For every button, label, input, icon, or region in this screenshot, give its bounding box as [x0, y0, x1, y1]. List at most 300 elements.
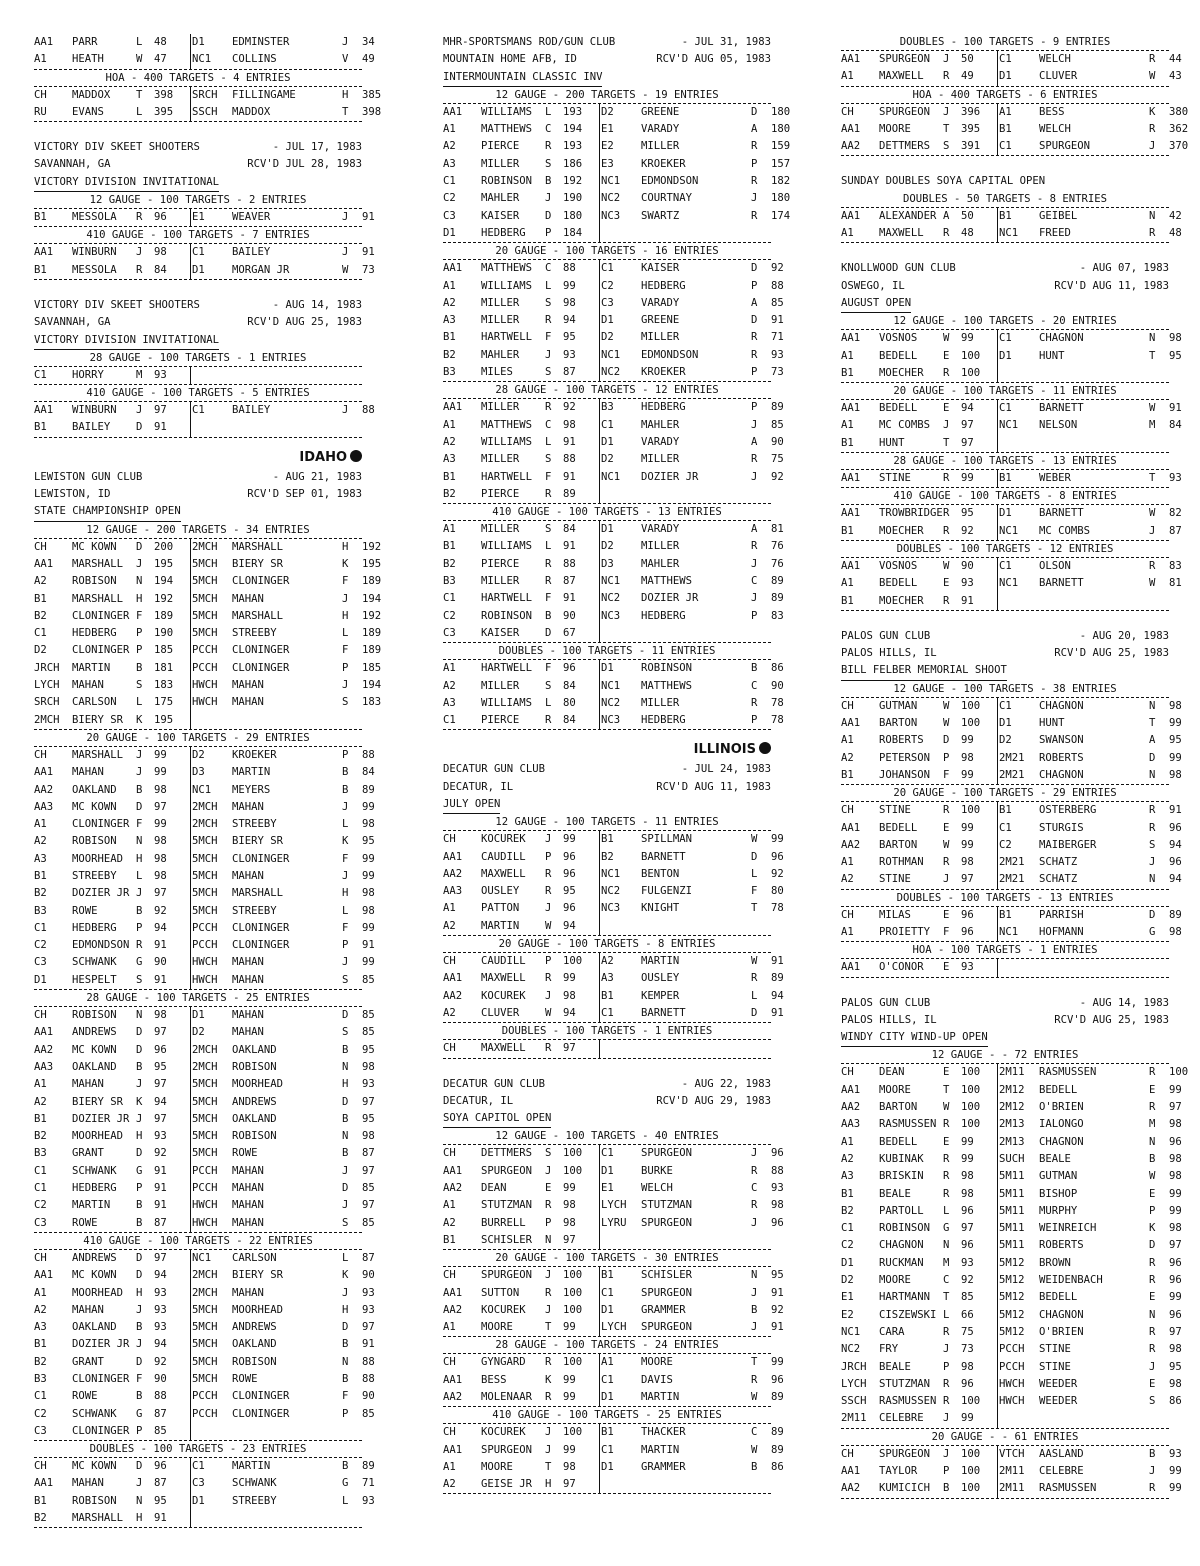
- result-row: [841, 959, 1169, 977]
- shooter-name: MAXWELL: [481, 867, 526, 880]
- shooter-initial: T: [545, 1460, 552, 1473]
- result-row: [34, 419, 362, 437]
- class-code: B1: [841, 436, 854, 449]
- shooter-name: MAHLER: [481, 192, 520, 205]
- class-code: [999, 1410, 1039, 1427]
- club-line: [841, 995, 1169, 1012]
- location-line: [841, 278, 1169, 295]
- shooter-name: GRANT: [72, 1355, 104, 1368]
- location-line: [841, 645, 1169, 662]
- shooter-initial: G: [342, 1477, 349, 1490]
- shooter-name: O'BRIEN: [1039, 1101, 1084, 1114]
- shooter-initial: E: [1149, 1083, 1156, 1096]
- shooter-name: CLONINGER: [232, 939, 290, 952]
- class-code: 2M21: [999, 751, 1025, 764]
- score: 100: [961, 804, 981, 817]
- class-code: A2: [841, 1152, 854, 1165]
- class-code: HWCH: [192, 696, 218, 709]
- shooter-initial: F: [136, 609, 143, 622]
- shooter-initial: T: [751, 1356, 758, 1369]
- shooter-name: MAHAN: [232, 1009, 264, 1022]
- class-code: C1: [999, 53, 1012, 65]
- shooter-name: CARLSON: [232, 1251, 277, 1264]
- result-row: AA1 PARR L 48 D1 EDMINSTER J 34: [34, 34, 362, 51]
- class-code: AA1: [841, 1465, 861, 1477]
- shooter-initial: [751, 1232, 771, 1249]
- event-subheading: 12 GAUGE - 100 TARGETS - 40 ENTRIES: [443, 1128, 771, 1145]
- score: 93: [961, 1256, 974, 1269]
- score: 193: [563, 140, 583, 153]
- shooter-initial: C: [545, 123, 552, 136]
- class-code: B2: [34, 1512, 47, 1525]
- result-row: AA2 MOLENAAR R 99 D1 MARTIN W 89: [443, 1389, 771, 1407]
- shooter-name: KAISER: [481, 209, 520, 222]
- shooter-initial: D: [1149, 1239, 1156, 1252]
- state-name: ILLINOIS: [693, 742, 756, 758]
- shooter-name: ROWE: [232, 1147, 258, 1160]
- shooter-name: SCHWANK: [72, 1407, 117, 1420]
- shooter-initial: P: [751, 609, 758, 622]
- shooter-name: SPURGEON: [879, 53, 931, 65]
- shooter-initial: B: [342, 1373, 349, 1385]
- shooter-initial: J: [136, 1078, 143, 1091]
- shooter-initial: S: [136, 679, 143, 692]
- shooter-name: ROWE: [72, 1216, 98, 1229]
- score: 96: [154, 1460, 167, 1473]
- shooter-name: WEEDER: [1039, 1395, 1078, 1408]
- class-code: D2: [34, 644, 47, 657]
- class-code: PCCH: [192, 1182, 218, 1195]
- shooter-initial: J: [751, 1147, 758, 1160]
- shooter-name: DOZIER JR: [72, 1338, 130, 1351]
- class-code: 2M11: [999, 1066, 1025, 1079]
- shooter-initial: H: [136, 1286, 143, 1299]
- shooter-initial: R: [943, 1170, 950, 1183]
- shooter-name: OUSLEY: [481, 885, 520, 898]
- shooter-initial: P: [136, 1424, 143, 1437]
- shooter-initial: J: [545, 902, 552, 915]
- class-code: C1: [34, 1182, 47, 1195]
- shooter-name: BRISKIN: [879, 1170, 924, 1183]
- shooter-name: SPURGEON: [641, 1286, 693, 1299]
- shooter-name: ROWE: [232, 1373, 258, 1385]
- shooter-name: MOORHEAD: [232, 1303, 284, 1316]
- class-code: C1: [999, 699, 1012, 712]
- shooter-name: HARTMANN: [879, 1291, 931, 1304]
- shooter-name: KAISER: [641, 262, 680, 275]
- shooter-initial: B: [136, 1216, 143, 1229]
- club-city: DECATUR, IL: [443, 780, 514, 793]
- shooter-initial: [751, 1040, 771, 1057]
- shooter-initial: C: [751, 1182, 758, 1195]
- shooter-initial: C: [751, 679, 758, 692]
- shooter-initial: S: [545, 366, 552, 379]
- shooter-initial: T: [751, 902, 758, 915]
- shooter-name: SPURGEON: [481, 1164, 533, 1177]
- class-code: LYCH: [841, 1377, 867, 1390]
- class-code: C1: [34, 1390, 47, 1403]
- event-subheading: 12 GAUGE - 200 TARGETS - 19 ENTRIES: [443, 87, 771, 104]
- score: 100: [563, 1303, 583, 1316]
- class-code: AA1: [841, 559, 861, 572]
- club-line: [443, 761, 771, 778]
- club-line: [34, 139, 362, 156]
- club-block: [34, 469, 382, 1529]
- result-row: B3 GRANT D 92 5MCH ROWE B 87: [34, 1145, 362, 1162]
- shooter-name: CLONINGER: [232, 921, 290, 934]
- shooter-initial: H: [342, 540, 349, 553]
- shooter-initial: L: [943, 1204, 950, 1217]
- shooter-name: ROBISON: [72, 1009, 117, 1022]
- class-code: D2: [601, 453, 614, 466]
- result-row: A1 PROIETTY F 96 NC1 HOFMANN G 98: [841, 924, 1169, 942]
- shooter-name: BAILEY: [232, 246, 271, 259]
- score: 98: [154, 246, 167, 259]
- shooter-initial: B: [751, 662, 758, 675]
- class-code: AA1: [443, 105, 463, 118]
- class-code: CH: [34, 540, 47, 553]
- event-subheading: 20 GAUGE - 100 TARGETS - 8 ENTRIES: [443, 936, 771, 953]
- bullet-icon: [759, 742, 771, 754]
- shooter-name: STINE: [879, 873, 911, 886]
- class-code: B1: [841, 366, 854, 379]
- shooter-initial: P: [751, 366, 758, 379]
- shooter-initial: J: [342, 404, 349, 417]
- result-row: AA2 MAXWELL R 96 NC1 BENTON L 92: [443, 866, 771, 883]
- shooter-initial: L: [136, 36, 143, 48]
- result-row: A2 MILLER S 98 C3 VARADY A 85: [443, 295, 771, 312]
- shooter-initial: E: [545, 1182, 552, 1195]
- shooter-name: WILLIAMS: [481, 105, 533, 118]
- shooter-name: MILLER: [641, 453, 680, 466]
- shooter-initial: L: [136, 869, 143, 882]
- shooter-initial: J: [342, 869, 349, 882]
- shooter-initial: D: [136, 1355, 143, 1368]
- club-line: [443, 34, 771, 51]
- class-code: 2M13: [999, 1135, 1025, 1148]
- shooter-initial: J: [136, 766, 143, 779]
- result-row: E2 CISZEWSKI L 66 5M12 CHAGNON N 96: [841, 1307, 1169, 1324]
- class-code: E2: [601, 140, 614, 153]
- score: 84: [563, 523, 576, 536]
- shooter-initial: D: [545, 209, 552, 222]
- class-code: A1: [841, 227, 854, 240]
- shooter-name: MAHAN: [232, 973, 264, 986]
- shooter-name: FULGENZI: [641, 885, 693, 898]
- result-row: CH STINE R 100 B1 OSTERBERG R 91: [841, 802, 1169, 819]
- shooter-initial: R: [136, 263, 143, 276]
- class-code: 5MCH: [192, 1112, 218, 1125]
- shooter-initial: R: [943, 1395, 950, 1408]
- result-row: B2 DOZIER JR J 97 5MCH MARSHALL H 98: [34, 885, 362, 902]
- shooter-name: HEDBERG: [72, 1182, 117, 1195]
- event-subheading: HOA - 400 TARGETS - 4 ENTRIES: [34, 70, 362, 87]
- class-code: C1: [601, 262, 614, 275]
- score: 94: [961, 402, 974, 415]
- shooter-name: STINE: [1039, 1360, 1071, 1373]
- club-city: OSWEGO, IL: [841, 279, 905, 292]
- shooter-name: PROIETTY: [879, 925, 931, 938]
- shooter-initial: W: [751, 1391, 758, 1403]
- shooter-initial: L: [751, 989, 758, 1002]
- result-row: C1 HEDBERG P 94 PCCH CLONINGER F 99: [34, 920, 362, 937]
- class-code: C2: [443, 192, 456, 205]
- class-code: [192, 1423, 232, 1440]
- club-line: [34, 469, 362, 486]
- shooter-name: BROWN: [1039, 1256, 1071, 1269]
- shooter-name: KOCUREK: [481, 833, 526, 846]
- score: 84: [563, 679, 576, 692]
- score: 90: [563, 609, 576, 622]
- shooter-initial: J: [1149, 856, 1156, 869]
- result-row: [841, 593, 1169, 611]
- shooter-initial: R: [943, 472, 950, 485]
- shooter-name: SPILLMAN: [641, 833, 693, 846]
- shooter-name: BENTON: [641, 867, 680, 880]
- result-row: A3 OAKLAND B 93 5MCH ANDREWS D 97: [34, 1319, 362, 1336]
- result-row: AA1 ALEXANDER A 50 B1 GEIBEL N 42: [841, 208, 1169, 225]
- shooter-initial: R: [1149, 122, 1156, 135]
- shooter-name: KUBINAK: [879, 1152, 924, 1165]
- result-row: A1 MOORHEAD H 93 2MCH MAHAN J 93: [34, 1285, 362, 1302]
- class-code: A1: [841, 419, 854, 432]
- class-code: B1: [999, 122, 1012, 135]
- class-code: C1: [841, 1222, 854, 1235]
- class-code: 5MCH: [192, 887, 218, 900]
- score: 98: [563, 989, 576, 1002]
- score: 95: [563, 885, 576, 898]
- shooter-name: MAHAN: [232, 1182, 264, 1195]
- shooter-initial: N: [1149, 699, 1156, 712]
- club-name: LEWISTON GUN CLUB: [34, 470, 143, 483]
- shooter-name: GRANT: [72, 1147, 104, 1160]
- shooter-name: KEMPER: [641, 989, 680, 1002]
- class-code: 5MCH: [192, 1373, 218, 1385]
- score: 100: [961, 1118, 981, 1131]
- class-code: 5MCH: [192, 592, 218, 605]
- shooter-name: HOFMANN: [1039, 925, 1084, 938]
- shooter-name: RASMUSSEN: [879, 1395, 937, 1408]
- shooter-name: ROBINSON: [481, 609, 533, 622]
- class-code: B2: [34, 1355, 47, 1368]
- shooter-initial: J: [342, 1164, 349, 1177]
- class-code: B1: [34, 211, 47, 224]
- shooter-initial: E: [1149, 1291, 1156, 1304]
- shooter-initial: P: [136, 1182, 143, 1195]
- class-code: [192, 367, 232, 384]
- shooter-name: STINE: [879, 472, 911, 485]
- received-date: RCV'D AUG 25, 1983: [247, 316, 362, 329]
- result-row: A3 MILLER S 186 E3 KROEKER P 157: [443, 156, 771, 173]
- result-row: AA2 KOCUREK J 100 D1 GRAMMER B 92: [443, 1302, 771, 1319]
- shooter-name: SPURGEON: [481, 1443, 533, 1456]
- result-row: B1 MESSOLA R 96 E1 WEAVER J 91: [34, 209, 362, 227]
- result-row: D2 CLONINGER P 185 PCCH CLONINGER F 189: [34, 642, 362, 659]
- shooter-initial: B: [751, 1303, 758, 1316]
- shooter-initial: N: [751, 1269, 758, 1282]
- shooter-name: MILLER: [481, 401, 520, 414]
- shooter-name: DAVIS: [641, 1373, 673, 1386]
- score: 94: [154, 1338, 167, 1351]
- event-subheading: 12 GAUGE - 200 TARGETS - 34 ENTRIES: [34, 522, 362, 539]
- result-row: AA1 MAXWELL R 99 A3 OUSLEY R 89: [443, 970, 771, 987]
- shooter-initial: N: [342, 1060, 349, 1073]
- shooter-initial: [751, 918, 771, 935]
- class-code: 5MCH: [192, 1147, 218, 1160]
- class-code: 5MCH: [192, 904, 218, 917]
- shooter-name: CLONINGER: [232, 644, 290, 657]
- score: 190: [154, 627, 174, 640]
- event-subheading: 12 GAUGE - 100 TARGETS - 2 ENTRIES: [34, 192, 362, 209]
- result-row: AA3 OUSLEY R 95 NC2 FULGENZI F 80: [443, 883, 771, 900]
- shooter-name: MILLER: [481, 523, 520, 536]
- class-code: A2: [443, 435, 456, 448]
- shooter-name: MILLER: [481, 157, 520, 170]
- score: 95: [563, 331, 576, 344]
- shooter-name: ROBISON: [232, 1060, 277, 1073]
- class-code: B1: [443, 1233, 456, 1246]
- result-row: C1 SCHWANK G 91 PCCH MAHAN J 97: [34, 1163, 362, 1180]
- shooter-initial: R: [943, 594, 950, 607]
- club-name: DECATUR GUN CLUB: [443, 763, 546, 776]
- result-row: B3 MILES S 87 NC2 KROEKER P 73: [443, 364, 771, 382]
- shooter-initial: W: [943, 838, 950, 851]
- shooter-name: EDMINSTER: [232, 36, 290, 48]
- shooter-initial: N: [136, 1494, 143, 1507]
- class-code: AA3: [841, 1118, 861, 1131]
- shooter-name: BAILEY: [232, 404, 271, 417]
- shooter-name: MAHAN: [72, 1078, 104, 1091]
- class-code: B2: [443, 348, 456, 361]
- class-code: A3: [443, 157, 456, 170]
- shooter-initial: W: [1149, 577, 1156, 590]
- shooter-initial: L: [342, 1251, 349, 1264]
- class-code: A2: [443, 1006, 456, 1019]
- shooter-name: DOZIER JR: [641, 470, 699, 483]
- shooter-name: SPURGEON: [481, 1269, 533, 1282]
- shooter-initial: A: [751, 123, 758, 136]
- result-row: A3 MILLER S 88 D2 MILLER R 75: [443, 451, 771, 468]
- result-row: [443, 1476, 771, 1494]
- shooter-name: MC KOWN: [72, 1269, 117, 1282]
- shooter-initial: [342, 1510, 362, 1527]
- result-row: B1 MESSOLA R 84 D1 MORGAN JR W 73: [34, 262, 362, 280]
- shooter-initial: P: [1149, 1204, 1156, 1217]
- shooter-name: OAKLAND: [72, 1321, 117, 1334]
- shooter-name: BARNETT: [641, 1006, 686, 1019]
- class-code: HWCH: [999, 1377, 1025, 1390]
- class-code: NC1: [999, 419, 1019, 432]
- shooter-name: [232, 367, 342, 384]
- shooter-name: MOECHER: [879, 366, 924, 379]
- result-row: B2 CLONINGER F 189 5MCH MARSHALL H 192: [34, 608, 362, 625]
- class-code: B1: [841, 524, 854, 537]
- result-row: D1 HESPELT S 91 HWCH MAHAN S 85: [34, 972, 362, 990]
- class-code: A1: [443, 1321, 456, 1334]
- class-code: C1: [601, 1443, 614, 1456]
- score: 99: [563, 1321, 576, 1334]
- result-row: AA1 SUTTON R 100 C1 SPURGEON J 91: [443, 1285, 771, 1302]
- result-row: A2 PETERSON P 98 2M21 ROBERTS D 99: [841, 750, 1169, 767]
- shooter-initial: D: [136, 1147, 143, 1160]
- result-row: A1 MILLER S 84 D1 VARADY A 81: [443, 521, 771, 538]
- shooter-name: [232, 1510, 342, 1527]
- class-code: B3: [34, 904, 47, 917]
- result-row: A1 MOORE T 98 D1 GRAMMER B 86: [443, 1459, 771, 1476]
- shooter-initial: R: [751, 1373, 758, 1386]
- shooter-initial: L: [751, 867, 758, 880]
- shooter-initial: L: [943, 1308, 950, 1321]
- result-row: [443, 918, 771, 936]
- event-line: [443, 796, 771, 814]
- class-code: D2: [999, 734, 1012, 747]
- shooter-name: ROTHMAN: [879, 856, 924, 869]
- received-date: RCV'D AUG 11, 1983: [656, 780, 771, 793]
- club-city: PALOS HILLS, IL: [841, 647, 937, 660]
- class-code: A2: [601, 955, 614, 968]
- score: 100: [961, 1447, 981, 1460]
- class-code: 2M12: [999, 1083, 1025, 1096]
- score: 98: [563, 296, 576, 309]
- score: 97: [154, 887, 167, 900]
- class-code: E1: [601, 1182, 614, 1195]
- event-subheading: 12 GAUGE - 100 TARGETS - 38 ENTRIES: [841, 681, 1169, 698]
- shooter-name: MILLER: [641, 696, 680, 709]
- shooter-name: GUTMAN: [879, 699, 918, 712]
- shooter-name: ROBINSON: [481, 175, 533, 188]
- class-code: [601, 1232, 641, 1249]
- score: 97: [961, 436, 974, 449]
- class-code: CH: [34, 1251, 47, 1264]
- shooter-initial: R: [751, 331, 758, 344]
- score: 93: [154, 1321, 167, 1334]
- shooter-initial: R: [751, 209, 758, 222]
- result-row: C2 CHAGNON N 96 5M11 ROBERTS D 97: [841, 1237, 1169, 1254]
- shooter-initial: J: [545, 1443, 552, 1456]
- class-code: B1: [999, 209, 1012, 222]
- score: 100: [961, 366, 981, 379]
- shooter-initial: A: [751, 523, 758, 536]
- class-code: B3: [34, 1373, 47, 1385]
- score: 99: [154, 748, 167, 761]
- class-code: B1: [601, 989, 614, 1002]
- shooter-initial: B: [342, 1338, 349, 1351]
- class-code: PCCH: [999, 1343, 1025, 1356]
- shooter-name: ALEXANDER: [879, 209, 937, 222]
- shooter-initial: J: [136, 887, 143, 900]
- class-code: D1: [999, 70, 1012, 83]
- state-heading: [34, 449, 362, 467]
- shooter-initial: F: [136, 1373, 143, 1385]
- score: 98: [563, 1199, 576, 1212]
- result-row: A2 CLUVER W 94 C1 BARNETT D 91: [443, 1005, 771, 1023]
- shooter-initial: L: [342, 1494, 349, 1507]
- shooter-name: ROBINSON: [879, 1222, 931, 1235]
- shooter-name: DEAN: [879, 1066, 905, 1079]
- shooter-name: BIERY SR: [232, 835, 284, 848]
- shooter-initial: J: [136, 246, 143, 259]
- class-code: AA1: [443, 262, 463, 275]
- shooter-name: MATTHEWS: [481, 418, 533, 431]
- score: 94: [563, 314, 576, 327]
- club-line: [841, 628, 1169, 645]
- class-code: AA1: [841, 472, 861, 485]
- shoot-date: - JUL 24, 1983: [681, 763, 771, 776]
- shooter-name: SPURGEON: [641, 1321, 693, 1334]
- score: 100: [563, 1269, 583, 1282]
- score: 91: [154, 1512, 167, 1525]
- result-row: RU EVANS L 395 SSCH MADDOX T 398: [34, 104, 362, 122]
